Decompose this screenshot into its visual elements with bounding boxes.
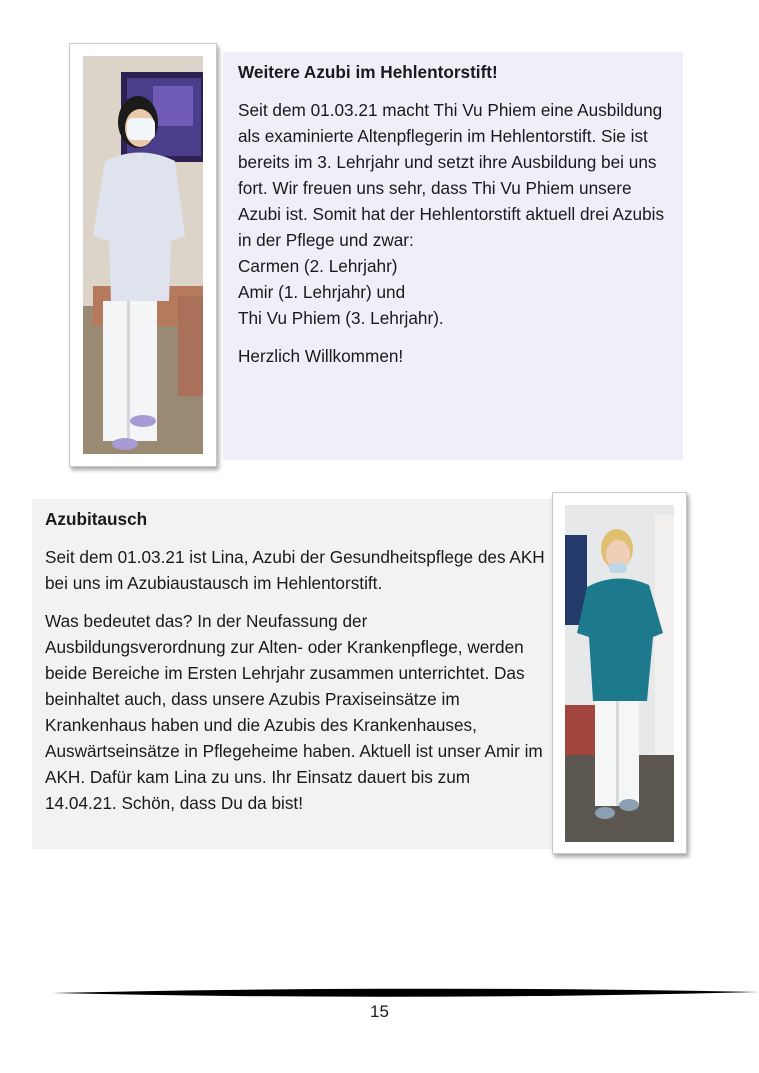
intro-paragraph (238, 97, 678, 331)
photo-thi-vu-phiem (83, 56, 203, 454)
photo-lina (565, 505, 674, 842)
trainee-list-item: Thi Vu Phiem (3. Lehrjahr). (238, 308, 444, 328)
trainee-list-item: Amir (1. Lehrjahr) und (238, 282, 406, 302)
footer-divider (52, 986, 759, 1000)
exchange-text (45, 506, 545, 828)
exchange-heading: Azubitausch (45, 509, 148, 529)
page-number: 15 (370, 1002, 389, 1021)
intro-closing: Herzlich Willkommen! (238, 346, 404, 366)
intro-paragraph-text: Seit dem 01.03.21 macht Thi Vu Phiem eine Ausbildung als examinierte Altenpflegerin im Hehlentorstift. Sie ist bereits im 3. Lehrjahr und setzt ihre Ausbildung bei uns fort. Wir freuen uns sehr, dass Thi Vu Phiem unsere Azubi ist. Somit hat der Hehlentorstift aktuell drei Azubis in der Pflege und zwar: (238, 100, 665, 250)
exchange-paragraph-2: Was bedeutet das? In der Neufassung der Ausbildungsverordnung zur Alten- oder Krankenpflege, werden beide Bereiche im Ersten Lehrjahr zusammen unterrichtet. Das beinhaltet auch, dass unsere Azubis Praxiseinsätze im Krankenhaus haben und die Azubis des Krankenhauses, Auswärtseinsätze in Pflegeheime haben. Aktuell ist unser Amir im AKH. Dafür kam Lina zu uns. Ihr Einsatz dauert bis zum 14.04.21. Schön, dass Du da bist! (45, 611, 543, 813)
trainee-list-item: Carmen (2. Lehrjahr) (238, 256, 398, 276)
intro-heading: Weitere Azubi im Hehlentorstift! (238, 62, 498, 82)
exchange-paragraph-1: Seit dem 01.03.21 ist Lina, Azubi der Gesundheitspflege des AKH bei uns im Azubiaustausch im Hehlentorstift. (45, 547, 545, 593)
intro-text (238, 59, 678, 381)
